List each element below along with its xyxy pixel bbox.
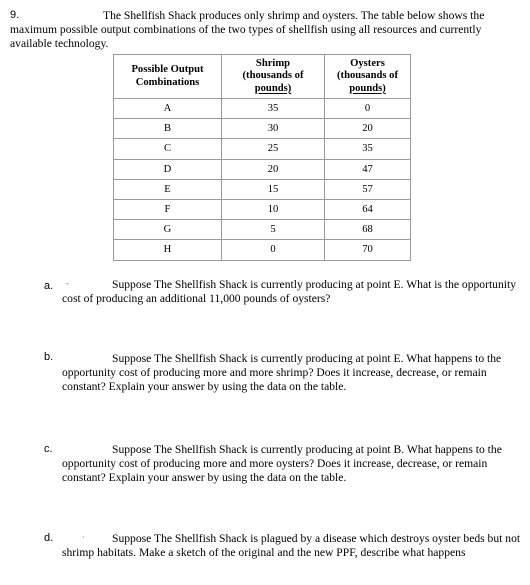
table-header-row [114, 55, 411, 99]
table-row [114, 159, 411, 179]
cell-oysters: 64 [325, 199, 411, 219]
table-row [114, 240, 411, 260]
part-c-question: Suppose The Shellfish Shack is currently producing at point B. What happens to the opportunity cost of producing more and more oysters? Does it increase, decrease, or remain constant? Explain your answer by using the data on the table. [62, 443, 502, 484]
cell-oysters: 47 [325, 159, 411, 179]
cell-point: D [114, 159, 222, 179]
cell-shrimp: 20 [222, 159, 325, 179]
header-combinations: Possible Output Combinations [114, 55, 222, 99]
cell-oysters: 68 [325, 220, 411, 240]
cell-point: H [114, 240, 222, 260]
stray-mark: · [82, 533, 85, 542]
output-combinations-table [113, 54, 411, 261]
part-a-question: Suppose The Shellfish Shack is currently producing at point E. What is the opportunity cost of producing an additional 11,000 pounds of oysters? [62, 278, 517, 305]
cell-oysters: 20 [325, 119, 411, 139]
question-number: 9. [10, 9, 20, 21]
table-row [114, 220, 411, 240]
table-row [114, 99, 411, 119]
cell-point: F [114, 199, 222, 219]
table-row [114, 179, 411, 199]
cell-shrimp: 25 [222, 139, 325, 159]
cell-point: B [114, 119, 222, 139]
header-oysters: Oysters (thousands of pounds) [325, 55, 411, 99]
cell-point: A [114, 99, 222, 119]
cell-oysters: 57 [325, 179, 411, 199]
cell-oysters: 70 [325, 240, 411, 260]
cell-point: G [114, 220, 222, 240]
cell-shrimp: 0 [222, 240, 325, 260]
cell-point: E [114, 179, 222, 199]
part-d-question: Suppose The Shellfish Shack is plagued by a disease which destroys oyster beds but not shrimp habitats. Make a sketch of the original and the new PPF, describe what happens [62, 532, 521, 559]
cell-shrimp: 30 [222, 119, 325, 139]
cell-oysters: 35 [325, 139, 411, 159]
cell-shrimp: 5 [222, 220, 325, 240]
stray-mark: - [66, 279, 69, 288]
part-b-question: Suppose The Shellfish Shack is currently producing at point E. What happens to the opportunity cost of producing more and more shrimp? Does it increase, decrease, or remain constant? Explain your answer by using the data on the table. [62, 352, 502, 393]
part-a-letter: a. [44, 280, 54, 292]
cell-shrimp: 10 [222, 199, 325, 219]
cell-shrimp: 35 [222, 99, 325, 119]
table-row [114, 199, 411, 219]
table-row [114, 139, 411, 159]
cell-shrimp: 15 [222, 179, 325, 199]
cell-point: C [114, 139, 222, 159]
cell-oysters: 0 [325, 99, 411, 119]
part-d-letter: d. [44, 532, 54, 544]
header-shrimp: Shrimp (thousands of pounds) [222, 55, 325, 99]
question-intro: The Shellfish Shack produces only shrimp and oysters. The table below shows the maximum possible output combinations of the two types of shellfish using all resources and currently available technology. [10, 9, 485, 50]
part-b-letter: b. [44, 351, 54, 363]
table-row [114, 119, 411, 139]
part-c-letter: c. [44, 443, 53, 455]
